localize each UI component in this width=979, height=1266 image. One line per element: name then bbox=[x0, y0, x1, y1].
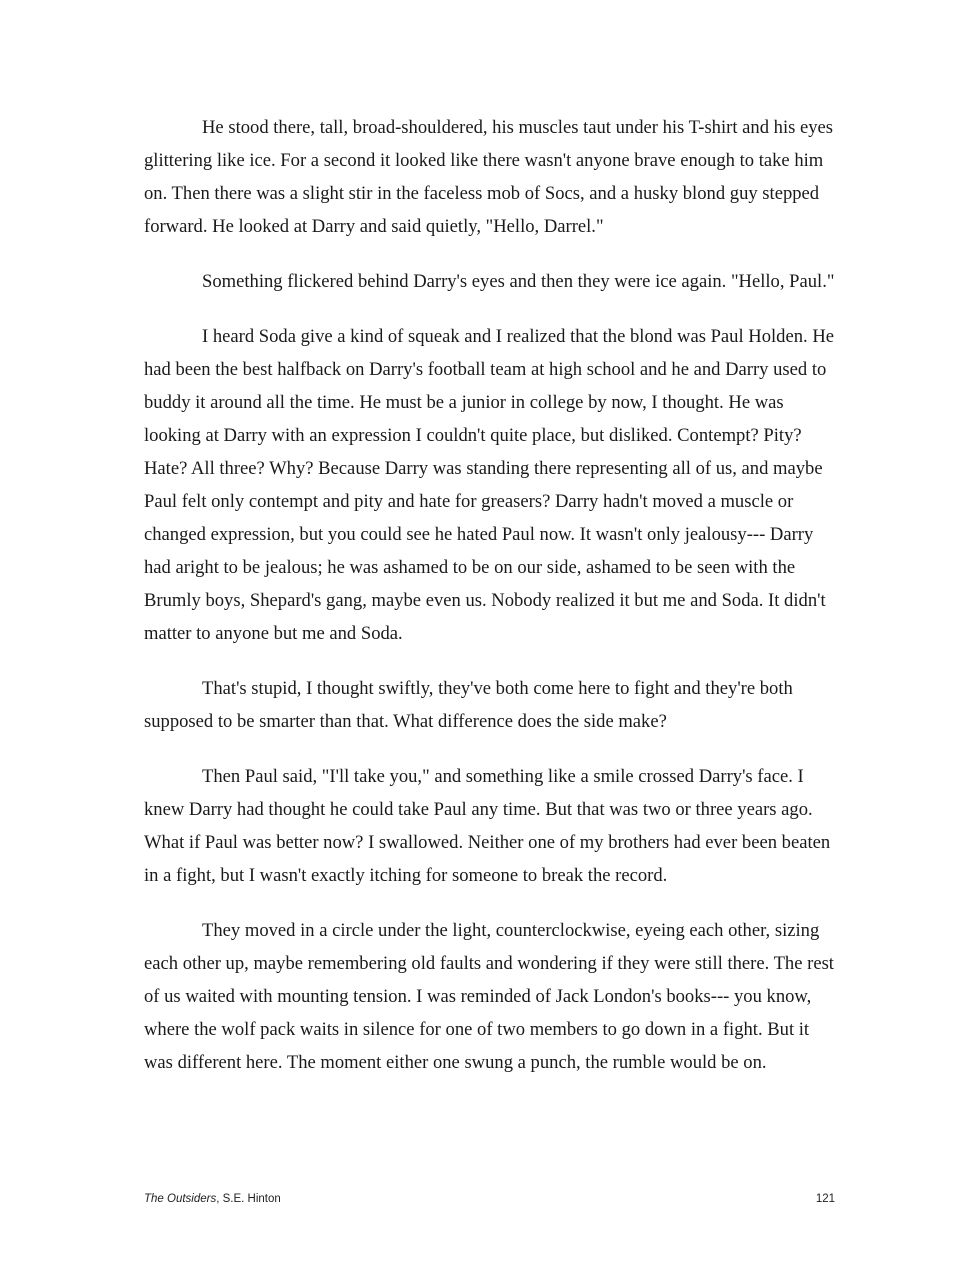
paragraph-1: He stood there, tall, broad-shouldered, his muscles taut under his T-shirt and his eyes glittering like ice. For a second it looked like there wasn't anyone brave enough to take him on. Then there was a slight stir in the faceless mob of Socs, and a husky blond guy stepped forward. He looked at Darry and said quietly, "Hello, Darrel." bbox=[144, 117, 834, 237]
footer-citation bbox=[144, 1193, 281, 1205]
paragraph-2: Something flickered behind Darry's eyes and then they were ice again. "Hello, Paul." bbox=[202, 271, 835, 292]
page-number: 121 bbox=[815, 1193, 835, 1205]
body-text bbox=[144, 111, 839, 1101]
paragraph-5: Then Paul said, "I'll take you," and something like a smile crossed Darry's face. I knew Darry had thought he could take Paul any time. But that was two or three years ago. What if Paul was better now? I swallowed. Neither one of my brothers had ever been beaten in a fight, but I wasn't exactly itching for someone to break the record. bbox=[144, 766, 831, 886]
page-footer bbox=[144, 1193, 835, 1205]
footer-book-title: The Outsiders bbox=[144, 1193, 217, 1205]
footer-author: , S.E. Hinton bbox=[216, 1193, 281, 1205]
paragraph-6: They moved in a circle under the light, counterclockwise, eyeing each other, sizing each other up, maybe remembering old faults and wondering if they were still there. The rest of us waited with mounting tension. I was reminded of Jack London's books--- you know, where the wolf pack waits in silence for one of two members to go down in a fight. But it was different here. The moment either one swung a punch, the rumble would be on. bbox=[144, 920, 834, 1073]
paragraph-4: That's stupid, I thought swiftly, they've both come here to fight and they're both supposed to be smarter than that. What difference does the side make? bbox=[144, 678, 793, 732]
paragraph-3: I heard Soda give a kind of squeak and I realized that the blond was Paul Holden. He had been the best halfback on Darry's football team at high school and he and Darry used to buddy it around all the time. He must be a junior in college by now, I thought. He was looking at Darry with an expression I couldn't quite place, but disliked. Contempt? Pity? Hate? All three? Why? Because Darry was standing there representing all of us, and maybe Paul felt only contempt and pity and hate for greasers? Darry hadn't moved a muscle or changed expression, but you could see he hated Paul now. It wasn't only jealousy--- Darry had aright to be jealous; he was ashamed to be on our side, ashamed to be seen with the Brumly boys, Shepard's gang, maybe even us. Nobody realized it but me and Soda. It didn't matter to anyone but me and Soda. bbox=[144, 326, 834, 644]
